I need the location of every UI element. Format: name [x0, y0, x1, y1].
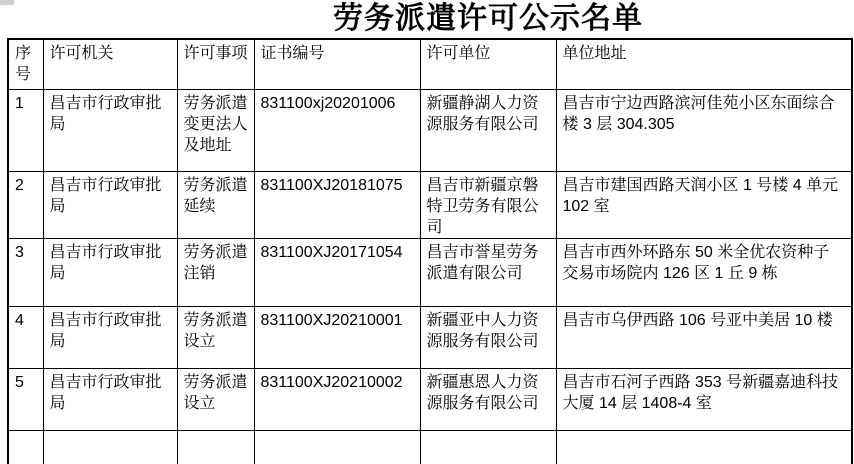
cell-address: 昌吉市西外环路东 50 米全优农资种子交易市场院内 126 区 1 丘 9 栋	[556, 238, 852, 306]
table-row	[8, 89, 852, 171]
cell-matter	[177, 430, 254, 464]
table-row-empty	[8, 430, 852, 464]
table-row	[8, 368, 852, 430]
col-header-unit: 许可单位	[420, 39, 556, 89]
col-header-serial: 序号	[8, 39, 43, 89]
cell-cert-no: 831100XJ20181075	[254, 171, 420, 238]
cell-authority: 昌吉市行政审批局	[43, 89, 177, 171]
cell-serial: 5	[8, 368, 43, 430]
cell-matter: 劳务派遣设立	[177, 306, 254, 368]
cell-cert-no	[254, 430, 420, 464]
cell-cert-no: 831100XJ20210001	[254, 306, 420, 368]
cell-address: 昌吉市建国西路天润小区 1 号楼 4 单元 102 室	[556, 171, 852, 238]
cell-serial: 1	[8, 89, 43, 171]
cell-authority: 昌吉市行政审批局	[43, 171, 177, 238]
cell-unit: 昌吉市新疆京磐特卫劳务有限公司	[420, 171, 556, 238]
cell-address: 昌吉市石河子西路 353 号新疆嘉迪科技大厦 14 层 1408-4 室	[556, 368, 852, 430]
cell-authority	[43, 430, 177, 464]
window-corner-artifact	[0, 0, 14, 5]
cell-matter: 劳务派遣延续	[177, 171, 254, 238]
cell-matter: 劳务派遣注销	[177, 238, 254, 306]
cell-address: 昌吉市乌伊西路 106 号亚中美居 10 楼	[556, 306, 852, 368]
cell-unit: 昌吉市誉星劳务派遣有限公司	[420, 238, 556, 306]
cell-cert-no: 831100XJ20171054	[254, 238, 420, 306]
table-header-row	[8, 39, 852, 89]
cell-unit: 新疆亚中人力资源服务有限公司	[420, 306, 556, 368]
cell-authority: 昌吉市行政审批局	[43, 306, 177, 368]
cell-serial	[8, 430, 43, 464]
col-header-matter: 许可事项	[177, 39, 254, 89]
cell-unit	[420, 430, 556, 464]
cell-authority: 昌吉市行政审批局	[43, 368, 177, 430]
col-header-authority: 许可机关	[43, 39, 177, 89]
cell-cert-no: 831100XJ20210002	[254, 368, 420, 430]
cell-unit: 新疆惠恩人力资源服务有限公司	[420, 368, 556, 430]
cell-matter: 劳务派遣设立	[177, 368, 254, 430]
permit-table	[7, 38, 853, 464]
cell-serial: 3	[8, 238, 43, 306]
cell-cert-no: 831100xj20201006	[254, 89, 420, 171]
cell-address	[556, 430, 852, 464]
page-title: 劳务派遣许可公示名单	[333, 2, 643, 35]
col-header-cert-no: 证书编号	[254, 39, 420, 89]
cell-unit: 新疆静湖人力资源服务有限公司	[420, 89, 556, 171]
table-row	[8, 238, 852, 306]
cell-authority: 昌吉市行政审批局	[43, 238, 177, 306]
cell-serial: 2	[8, 171, 43, 238]
cell-address: 昌吉市宁边西路滨河佳苑小区东面综合楼 3 层 304.305	[556, 89, 852, 171]
col-header-address: 单位地址	[556, 39, 852, 89]
table-row	[8, 306, 852, 368]
cell-matter: 劳务派遣变更法人及地址	[177, 89, 254, 171]
cell-serial: 4	[8, 306, 43, 368]
table-row	[8, 171, 852, 238]
